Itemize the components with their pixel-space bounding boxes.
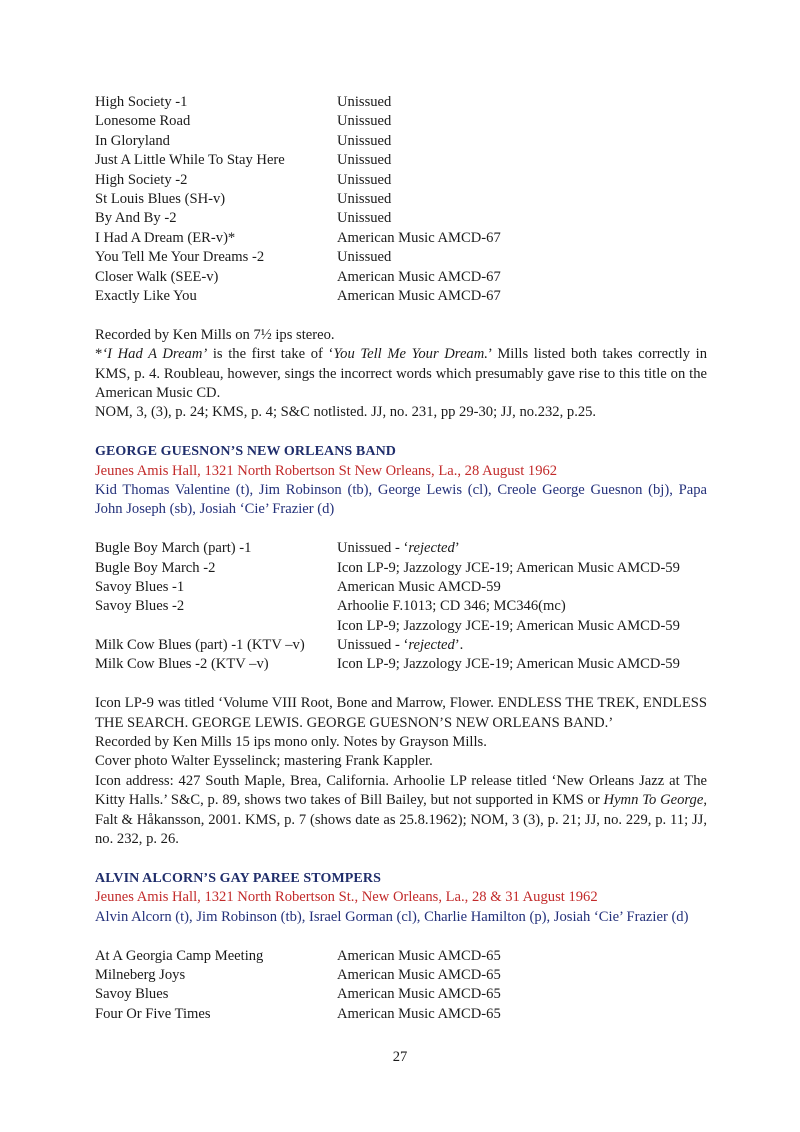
track-row	[95, 93, 707, 112]
track-row	[95, 248, 707, 267]
recording-note: Recorded by Ken Mills on 7½ ips stereo.	[95, 326, 335, 343]
track-release: American Music AMCD-67	[337, 287, 501, 304]
track-row	[95, 985, 707, 1004]
dream-note-title-2: You Tell Me Your Dream.	[333, 346, 488, 363]
track-title: I Had A Dream (ER-v)*	[95, 229, 236, 246]
page-number: 27	[392, 1049, 408, 1065]
dream-note-asterisk: *	[95, 346, 103, 363]
track-row	[95, 617, 707, 636]
address-note-text: Icon address: 427 South Maple, Brea, California. Arhoolie LP release titled ‘New Orleans Jazz at The Kitty Halls.’ S&C, p. 89, shows two takes of Bill Bailey, but not supported in KMS or	[95, 772, 707, 809]
references-note: NOM, 3, (3), p. 24; KMS, p. 4; S&C notlisted. JJ, no. 231, pp 29-30; JJ, no.232, p.25.	[95, 404, 597, 421]
track-release: American Music AMCD-65	[337, 947, 501, 964]
track-row	[95, 229, 707, 248]
track-row	[95, 209, 707, 228]
recording-note: Recorded by Ken Mills 15 ips mono only. Notes by Grayson Mills.	[95, 734, 487, 751]
track-row	[95, 132, 707, 151]
track-row	[95, 151, 707, 170]
session-venue: Jeunes Amis Hall, 1321 North Robertson St New Orleans, La., 28 August 1962	[95, 462, 558, 479]
track-title: Exactly Like You	[95, 287, 197, 304]
track-title: Bugle Boy March (part) -1	[95, 540, 252, 557]
track-title: In Gloryland	[95, 132, 170, 149]
session-personnel: Kid Thomas Valentine (t), Jim Robinson (tb), George Lewis (cl), Creole George Guesnon (bj), Papa John Joseph (sb), Josiah ‘Cie’ Frazier (d)	[95, 481, 707, 518]
address-note-text-2: , Falt & Håkansson, 2001. KMS, p. 7 (shows date as 25.8.1962); NOM, 3 (3), p. 21; JJ, no. 229, p. 11; JJ, no. 232, p. 26.	[95, 792, 707, 848]
track-release: American Music AMCD-59	[337, 578, 501, 595]
spacer	[95, 520, 707, 539]
cover-note: Cover photo Walter Eysselinck; mastering Frank Kappler.	[95, 753, 433, 770]
track-release: Unissued	[337, 210, 392, 227]
track-release: American Music AMCD-65	[337, 966, 501, 983]
track-row	[95, 597, 707, 616]
track-title: High Society -1	[95, 94, 188, 110]
dream-note-text-2: ’ Mills listed both takes correctly in KMS, p. 4. Roubleau, however, sings the incorrect words which presumably gave rise to this title on the American Music CD.	[95, 346, 707, 401]
track-title: You Tell Me Your Dreams -2	[95, 249, 265, 266]
track-release: Unissued - ‘rejected’.	[337, 637, 464, 654]
track-title: Four Or Five Times	[95, 1005, 211, 1022]
track-title: By And By -2	[95, 210, 177, 227]
track-release: Icon LP-9; Jazzology JCE-19; American Music AMCD-59	[337, 559, 680, 576]
address-note	[95, 772, 707, 850]
track-title: High Society -2	[95, 171, 188, 188]
track-row	[95, 287, 707, 306]
track-list-2	[95, 539, 707, 675]
session-personnel: Alvin Alcorn (t), Jim Robinson (tb), Israel Gorman (cl), Charlie Hamilton (p), Josiah ‘Cie’ Frazier (d)	[95, 908, 689, 925]
spacer	[95, 306, 707, 325]
track-release: Unissued	[337, 113, 392, 130]
track-title: Milneberg Joys	[95, 966, 186, 983]
track-title: Savoy Blues -1	[95, 578, 185, 595]
track-release: Arhoolie F.1013; CD 346; MC346(mc)	[337, 598, 566, 615]
track-row	[95, 578, 707, 597]
icon-note: Icon LP-9 was titled ‘Volume VIII Root, Bone and Marrow, Flower. ENDLESS THE TREK, ENDLESS THE SEARCH. GEORGE LEWIS. GEORGE GUESNON’S NEW ORLEANS BAND.’	[95, 695, 707, 731]
track-row	[95, 1005, 707, 1024]
track-list-1	[95, 93, 707, 306]
dream-note-title: ‘I Had A Dream’	[102, 346, 208, 363]
track-row	[95, 190, 707, 209]
track-title: Milk Cow Blues -2 (KTV –v)	[95, 656, 269, 673]
track-title	[95, 617, 337, 636]
dream-note-text: is the first take of ‘	[207, 346, 334, 363]
track-row	[95, 966, 707, 985]
track-release: Icon LP-9; Jazzology JCE-19; American Music AMCD-59	[337, 656, 680, 673]
track-title: Milk Cow Blues (part) -1 (KTV –v)	[95, 637, 305, 654]
track-list-3	[95, 947, 707, 1025]
track-release: Icon LP-9; Jazzology JCE-19; American Music AMCD-59	[337, 617, 680, 634]
track-title: Savoy Blues -2	[95, 598, 185, 615]
track-release: American Music AMCD-67	[337, 229, 501, 246]
spacer	[95, 675, 707, 694]
track-row	[95, 171, 707, 190]
track-title: Lonesome Road	[95, 113, 191, 130]
track-row	[95, 559, 707, 578]
page-content	[95, 93, 707, 1024]
track-release: Unissued	[337, 94, 392, 110]
band-heading: ALVIN ALCORN’S GAY PAREE STOMPERS	[95, 870, 381, 886]
track-release: Unissued - ‘rejected’	[337, 540, 460, 557]
track-row	[95, 636, 707, 655]
track-title: Closer Walk (SEE-v)	[95, 268, 219, 285]
track-release: American Music AMCD-67	[337, 268, 501, 285]
track-release: Unissued	[337, 249, 392, 266]
track-row	[95, 539, 707, 558]
track-release: Unissued	[337, 152, 392, 169]
track-release: American Music AMCD-65	[337, 986, 501, 1003]
track-release: Unissued	[337, 190, 392, 207]
track-row	[95, 112, 707, 131]
track-row	[95, 655, 707, 674]
track-release: Unissued	[337, 171, 392, 188]
track-release: Unissued	[337, 132, 392, 149]
band-heading: GEORGE GUESNON’S NEW ORLEANS BAND	[95, 444, 396, 460]
spacer	[95, 850, 707, 869]
address-note-book: Hymn To George	[603, 792, 704, 809]
track-title: Savoy Blues	[95, 986, 169, 1003]
spacer	[95, 927, 707, 946]
track-title: At A Georgia Camp Meeting	[95, 947, 264, 964]
track-title: Bugle Boy March -2	[95, 559, 216, 576]
track-row	[95, 947, 707, 966]
track-title: St Louis Blues (SH-v)	[95, 190, 226, 207]
session-venue: Jeunes Amis Hall, 1321 North Robertson St., New Orleans, La., 28 & 31 August 1962	[95, 889, 598, 906]
track-title: Just A Little While To Stay Here	[95, 152, 285, 169]
dream-note	[95, 345, 707, 403]
spacer	[95, 423, 707, 442]
track-release: American Music AMCD-65	[337, 1005, 501, 1022]
track-row	[95, 268, 707, 287]
